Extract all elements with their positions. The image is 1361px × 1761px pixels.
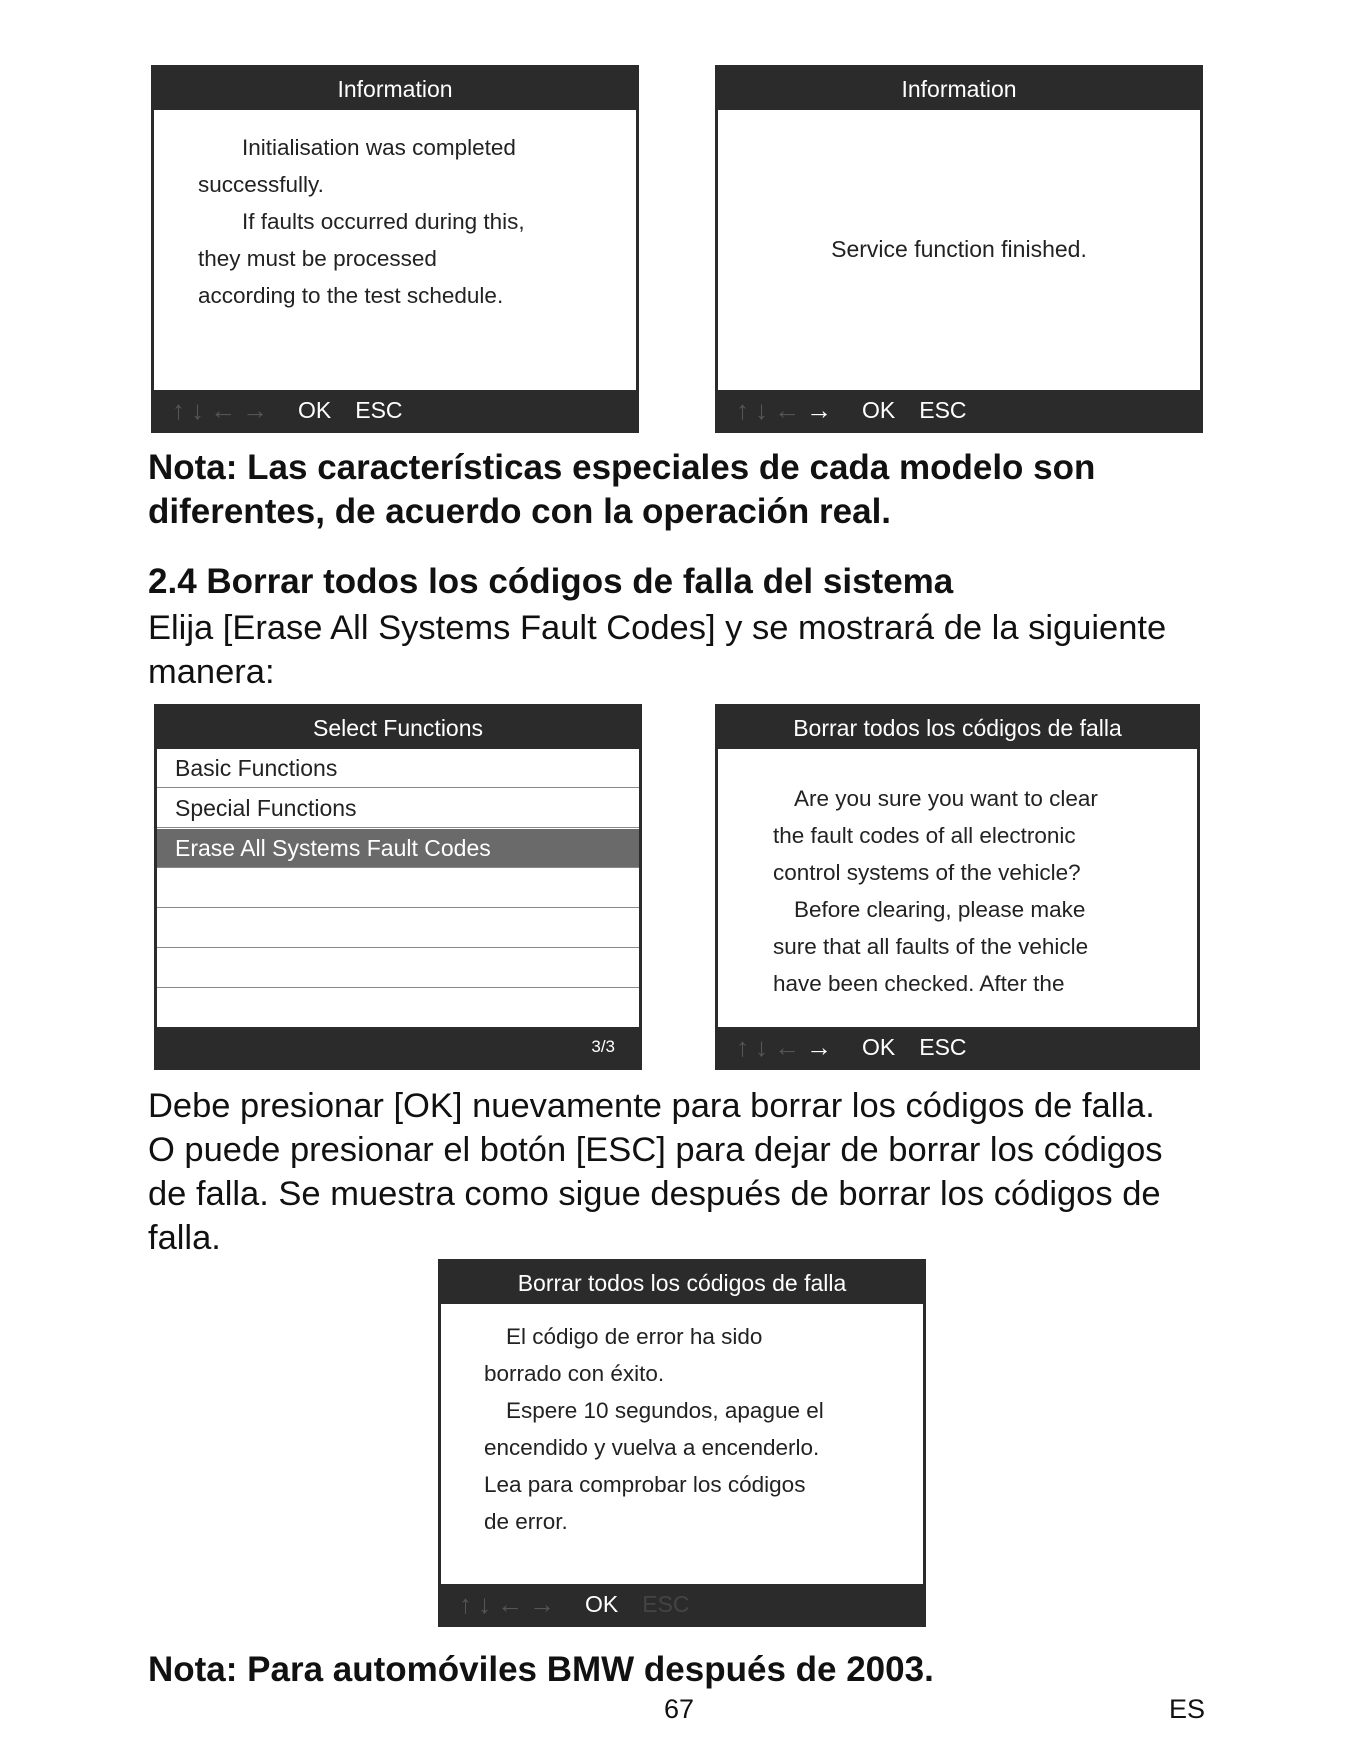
arrow-up-icon[interactable]: ↑: [172, 395, 185, 425]
text-line: El código de error ha sido: [506, 1324, 763, 1349]
screen-information-service-finished: [715, 65, 1203, 433]
screen-body: [441, 1304, 923, 1584]
screen-title: Borrar todos los códigos de falla: [718, 707, 1197, 749]
screen-footer: [718, 390, 1200, 430]
arrow-right-icon[interactable]: →: [806, 395, 832, 425]
text-line: control systems of the vehicle?: [773, 860, 1081, 885]
text-line: have been checked. After the: [773, 971, 1065, 996]
text-line: Are you sure you want to clear: [794, 786, 1098, 811]
instructions-text: [148, 1084, 1163, 1260]
menu-item-special-functions[interactable]: Special Functions: [157, 789, 639, 828]
screen-body: [718, 110, 1200, 390]
arrow-down-icon[interactable]: ↓: [755, 395, 768, 425]
text-line: manera:: [148, 653, 275, 691]
screen-body: [154, 110, 636, 390]
ok-button[interactable]: OK: [585, 1590, 619, 1617]
screen-title: Select Functions: [157, 707, 639, 749]
arrow-left-icon[interactable]: ←: [497, 1589, 523, 1619]
menu-item-empty: [157, 949, 639, 988]
menu-item-empty: [157, 989, 639, 1028]
text-line: Debe presionar [OK] nuevamente para borrar los códigos de falla.: [148, 1087, 1155, 1125]
service-message: Service function finished.: [831, 236, 1087, 262]
screen-erase-success: [438, 1259, 926, 1627]
screen-footer: [718, 1027, 1197, 1067]
arrow-down-icon[interactable]: ↓: [478, 1589, 491, 1619]
note-line: Nota: Las características especiales de cada modelo son: [148, 448, 1096, 487]
confirm-message: [773, 780, 1098, 1002]
screen-information-initialisation: [151, 65, 639, 433]
text-line: successfully.: [198, 172, 324, 197]
arrow-left-icon[interactable]: ←: [210, 395, 236, 425]
screen-body: [718, 749, 1197, 1027]
page-indicator: 3/3: [591, 1037, 615, 1056]
ok-button[interactable]: OK: [862, 1033, 896, 1060]
screen-footer: [441, 1584, 923, 1624]
esc-button[interactable]: ESC: [919, 396, 967, 423]
text-line: O puede presionar el botón [ESC] para dejar de borrar los códigos: [148, 1131, 1163, 1169]
arrow-left-icon[interactable]: ←: [774, 395, 800, 425]
text-line: de error.: [484, 1509, 568, 1534]
screen-footer: [154, 390, 636, 430]
screen-footer: [157, 1027, 639, 1067]
arrow-right-icon[interactable]: →: [242, 395, 268, 425]
arrow-up-icon[interactable]: ↑: [459, 1589, 472, 1619]
screen-title: Borrar todos los códigos de falla: [441, 1262, 923, 1304]
menu-item-basic-functions[interactable]: Basic Functions: [157, 749, 639, 788]
text-line: Elija [Erase All Systems Fault Codes] y se mostrará de la siguiente: [148, 609, 1167, 647]
screen-title: Information: [718, 68, 1200, 110]
section-heading: 2.4 Borrar todos los códigos de falla del sistema: [148, 562, 954, 601]
arrow-right-icon[interactable]: →: [806, 1032, 832, 1062]
text-line: they must be processed: [198, 246, 437, 271]
menu-item-empty: [157, 909, 639, 948]
note-line: diferentes, de acuerdo con la operación real.: [148, 492, 892, 531]
text-line: the fault codes of all electronic: [773, 823, 1076, 848]
text-line: encendido y vuelva a encenderlo.: [484, 1435, 820, 1460]
arrow-down-icon[interactable]: ↓: [191, 395, 204, 425]
esc-button[interactable]: ESC: [355, 396, 403, 423]
text-line: If faults occurred during this,: [242, 209, 525, 234]
esc-button[interactable]: ESC: [642, 1590, 690, 1617]
arrow-up-icon[interactable]: ↑: [736, 1032, 749, 1062]
text-line: Before clearing, please make: [794, 897, 1086, 922]
menu-item-erase-all-fault-codes[interactable]: Erase All Systems Fault Codes: [157, 829, 639, 868]
text-line: Initialisation was completed: [242, 135, 516, 160]
arrow-left-icon[interactable]: ←: [774, 1032, 800, 1062]
page-number: 67: [664, 1694, 695, 1724]
menu-list: [157, 749, 639, 1027]
menu-item-empty: [157, 869, 639, 908]
text-line: Lea para comprobar los códigos: [484, 1472, 806, 1497]
note-bmw: Nota: Para automóviles BMW después de 2003.: [148, 1650, 934, 1689]
text-line: sure that all faults of the vehicle: [773, 934, 1089, 959]
ok-button[interactable]: OK: [298, 396, 332, 423]
intro-text: [148, 606, 1166, 694]
text-line: borrado con éxito.: [484, 1361, 665, 1386]
arrow-down-icon[interactable]: ↓: [755, 1032, 768, 1062]
text-line: falla.: [148, 1219, 221, 1257]
screen-erase-confirm: [715, 704, 1200, 1070]
success-message: [484, 1318, 824, 1540]
paragraph: [198, 129, 525, 314]
note-model-differences: [148, 446, 1095, 534]
screen-select-functions: [154, 704, 642, 1070]
text-line: de falla. Se muestra como sigue después de borrar los códigos de: [148, 1175, 1161, 1213]
text-line: Espere 10 segundos, apague el: [506, 1398, 824, 1423]
arrow-right-icon[interactable]: →: [529, 1589, 555, 1619]
arrow-up-icon[interactable]: ↑: [736, 395, 749, 425]
ok-button[interactable]: OK: [862, 396, 896, 423]
text-line: according to the test schedule.: [198, 283, 504, 308]
language-code: ES: [1169, 1694, 1206, 1724]
screen-title: Information: [154, 68, 636, 110]
esc-button[interactable]: ESC: [919, 1033, 967, 1060]
